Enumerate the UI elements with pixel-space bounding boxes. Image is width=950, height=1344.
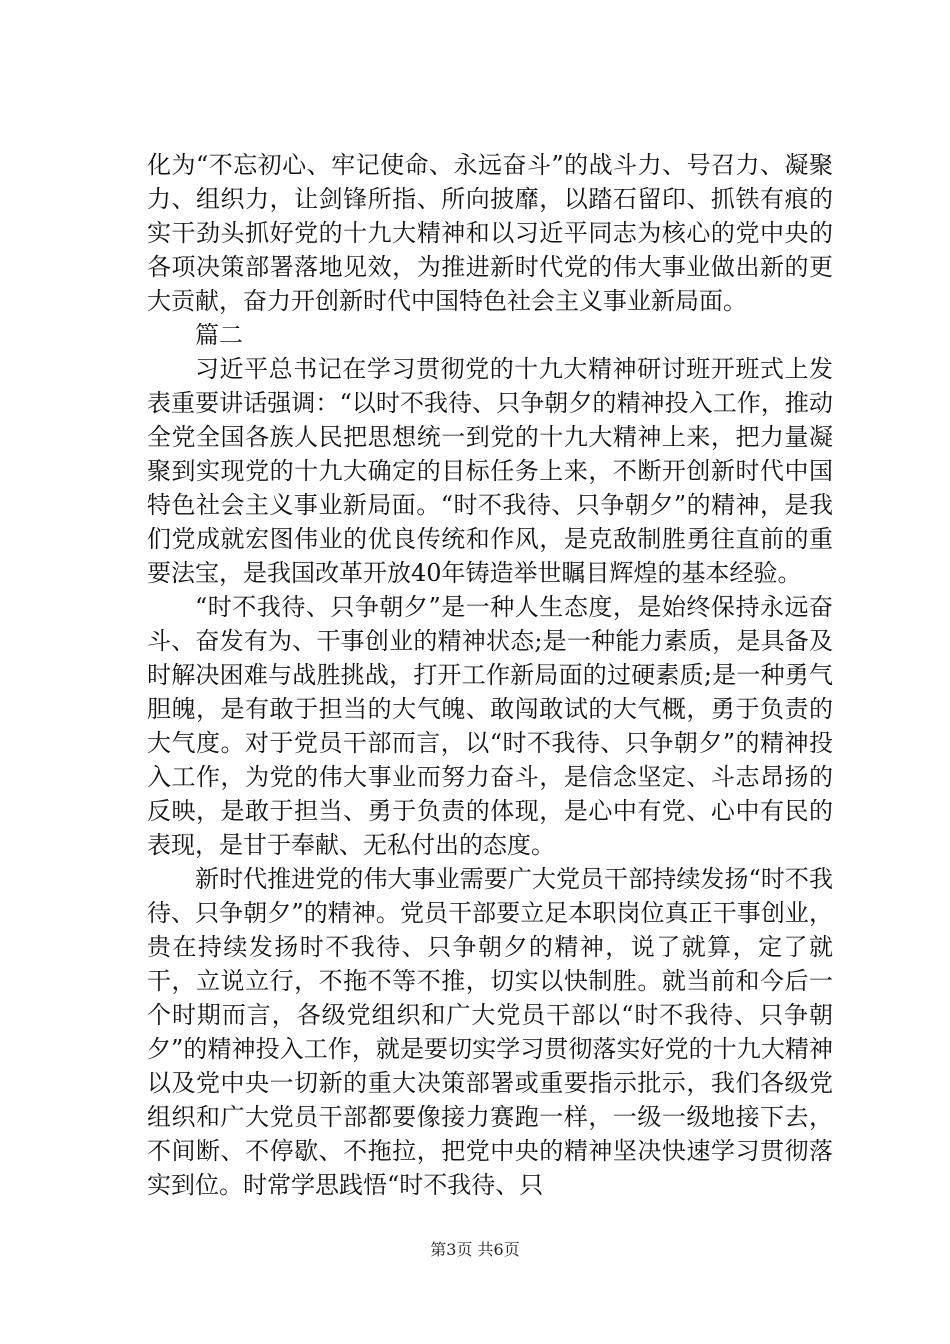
section-heading: 篇二 (195, 321, 243, 349)
paragraph-attitude: “时不我待、只争朝夕”是一种人生态度，是始终保持永远奋斗、奋发有为、干事创业的精神状态;是一种能力素质，是具备及时解决困难与战胜挑战，打开工作新局面的过硬素质;是一种勇气胆魄，是有敢于担当的大气魄、敢闯敢试的大气概，勇于负责的大气度。对于党员干部而言，以“时不我待、只争朝夕”的精神投入工作，为党的伟大事业而努力奋斗，是信念坚定、斗志昂扬的反映，是敢于担当、勇于负责的体现，是心中有党、心中有民的表现，是甘于奉献、无私付出的态度。 (147, 593, 833, 859)
paragraph-intro: 习近平总书记在学习贯彻党的十九大精神研讨班开班式上发表重要讲话强调：“以时不我待、只争朝夕的精神投入工作，推动全党全国各族人民把思想统一到党的十九大精神上来，把力量凝聚到实现党的十九大确定的目标任务上来，不断开创新时代中国特色社会主义事业新局面。“时不我待、只争朝夕”的精神，是我们党成就宏图伟业的优良传统和作风，是克敌制胜勇往直前的重要法宝，是我国改革开放40年铸造举世瞩目辉煌的基本经验。 (147, 355, 833, 587)
paragraph-continuation: 化为“不忘初心、牢记使命、永远奋斗”的战斗力、号召力、凝聚力、组织力，让剑锋所指、所向披靡，以踏石留印、抓铁有痕的实干劲头抓好党的十九大精神和以习近平同志为核心的党中央的各项决策部署落地见效，为推进新时代党的伟大事业做出新的更大贡献，奋力开创新时代中国特色社会主义事业新局面。 (147, 151, 833, 315)
document-body (147, 148, 833, 1202)
page-footer: 第3页 共6页 (430, 1240, 520, 1259)
paragraph-new-era: 新时代推进党的伟大事业需要广大党员干部持续发扬“时不我待、只争朝夕”的精神。党员干部要立足本职岗位真正干事创业，贵在持续发扬时不我待、只争朝夕的精神，说了就算，定了就干，立说立行，不拖不等不推，切实以快制胜。就当前和今后一个时期而言，各级党组织和广大党员干部以“时不我待、只争朝夕”的精神投入工作，就是要切实学习贯彻落实好党的十九大精神以及党中央一切新的重大决策部署或重要指示批示，我们各级党组织和广大党员干部都要像接力赛跑一样，一级一级地接下去，不间断、不停歇、不拖拉，把党中央的精神坚决快速学习贯彻落实到位。时常学思践悟“时不我待、只 (147, 865, 833, 1199)
